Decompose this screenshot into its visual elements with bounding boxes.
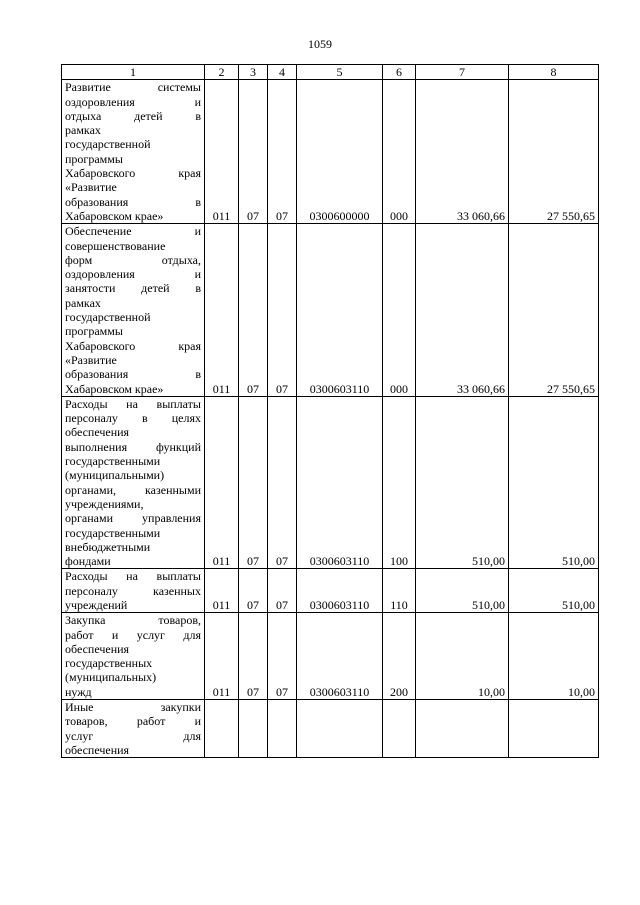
description-line: государственных xyxy=(65,656,153,671)
target-article-cell xyxy=(297,700,383,758)
column-header-1: 1 xyxy=(62,65,205,80)
budget-code-cell: 011 xyxy=(205,613,239,700)
section-cell: 07 xyxy=(239,80,268,224)
description-line: нужд xyxy=(65,684,92,699)
section-cell: 07 xyxy=(239,224,268,397)
target-article-cell: 0300600000 xyxy=(297,80,383,224)
description-line: Хабаровского края xyxy=(65,166,201,181)
description-cell xyxy=(62,613,205,700)
amount-2023-cell: 33 060,66 xyxy=(416,224,509,397)
description-line: образования в xyxy=(65,194,201,209)
description-line: учреждений xyxy=(65,597,128,612)
description-line: фондами xyxy=(65,554,111,569)
description-line: Хабаровском крае» xyxy=(65,208,164,223)
section-cell: 07 xyxy=(239,569,268,613)
description-line: Обеспечение и xyxy=(65,224,201,239)
budget-code-cell: 011 xyxy=(205,569,239,613)
expense-type-cell: 110 xyxy=(383,569,416,613)
amount-2024-cell: 10,00 xyxy=(509,613,599,700)
description-line: обеспечения xyxy=(65,641,130,656)
subsection-cell xyxy=(268,700,297,758)
column-header-3: 3 xyxy=(239,65,268,80)
section-cell: 07 xyxy=(239,613,268,700)
description-line: Закупка товаров, xyxy=(65,613,201,628)
description-line: совершенствование xyxy=(65,238,166,253)
table-body xyxy=(62,65,599,758)
column-header-7: 7 xyxy=(416,65,509,80)
description-line: внебюджетными xyxy=(65,539,151,554)
description-line: обеспечения xyxy=(65,742,130,757)
subsection-cell: 07 xyxy=(268,396,297,569)
description-cell xyxy=(62,224,205,397)
subsection-cell: 07 xyxy=(268,569,297,613)
column-header-4: 4 xyxy=(268,65,297,80)
column-header-6: 6 xyxy=(383,65,416,80)
description-line: программы xyxy=(65,151,123,166)
description-line: рамках xyxy=(65,123,101,138)
description-line: программы xyxy=(65,324,123,339)
expense-type-cell: 200 xyxy=(383,613,416,700)
amount-2023-cell: 510,00 xyxy=(416,396,509,569)
target-article-cell: 0300603110 xyxy=(297,569,383,613)
description-line: отдыха детей в xyxy=(65,108,201,123)
section-cell: 07 xyxy=(239,396,268,569)
description-line: оздоровления и xyxy=(65,267,201,282)
description-line: персоналу казенных xyxy=(65,583,201,598)
amount-2023-cell xyxy=(416,700,509,758)
table-row xyxy=(62,569,599,613)
description-line: Расходы на выплаты xyxy=(65,569,201,584)
amount-2024-cell: 27 550,65 xyxy=(509,80,599,224)
target-article-cell: 0300603110 xyxy=(297,396,383,569)
budget-code-cell: 011 xyxy=(205,80,239,224)
table-row xyxy=(62,700,599,758)
section-cell xyxy=(239,700,268,758)
budget-code-cell: 011 xyxy=(205,396,239,569)
description-cell xyxy=(62,700,205,758)
column-header-5: 5 xyxy=(297,65,383,80)
description-line: рамках xyxy=(65,295,101,310)
expense-type-cell: 000 xyxy=(383,224,416,397)
header-row xyxy=(62,65,599,80)
description-cell xyxy=(62,80,205,224)
description-line: государственной xyxy=(65,137,151,152)
amount-2024-cell: 27 550,65 xyxy=(509,224,599,397)
description-line: Расходы на выплаты xyxy=(65,396,201,411)
column-header-8: 8 xyxy=(509,65,599,80)
description-line: работ и услуг для xyxy=(65,627,201,642)
expense-type-cell xyxy=(383,700,416,758)
description-line: государственными xyxy=(65,454,161,469)
description-line: «Развитие xyxy=(65,352,117,367)
description-line: государственной xyxy=(65,310,151,325)
description-line: органами управления xyxy=(65,511,201,526)
description-line: Иные закупки xyxy=(65,700,201,715)
description-line: выполнения функций xyxy=(65,439,201,454)
description-line: занятости детей в xyxy=(65,281,201,296)
amount-2023-cell: 33 060,66 xyxy=(416,80,509,224)
target-article-cell: 0300603110 xyxy=(297,613,383,700)
description-line: Развитие системы xyxy=(65,80,201,95)
description-line: «Развитие xyxy=(65,180,117,195)
description-line: (муниципальными) xyxy=(65,468,165,483)
description-line: Хабаровского края xyxy=(65,338,201,353)
amount-2023-cell: 10,00 xyxy=(416,613,509,700)
description-line: оздоровления и xyxy=(65,94,201,109)
target-article-cell: 0300603110 xyxy=(297,224,383,397)
description-line: органами, казенными xyxy=(65,482,201,497)
amount-2023-cell: 510,00 xyxy=(416,569,509,613)
amount-2024-cell: 510,00 xyxy=(509,396,599,569)
table-row xyxy=(62,224,599,397)
description-line: государственными xyxy=(65,525,161,540)
description-line: товаров, работ и xyxy=(65,714,201,729)
description-line: персоналу в целях xyxy=(65,411,201,426)
budget-table xyxy=(61,64,599,758)
description-line: учреждениями, xyxy=(65,496,144,511)
page-number: 1059 xyxy=(308,37,332,51)
amount-2024-cell xyxy=(509,700,599,758)
subsection-cell: 07 xyxy=(268,80,297,224)
expense-type-cell: 000 xyxy=(383,80,416,224)
description-line: форм отдыха, xyxy=(65,252,201,267)
subsection-cell: 07 xyxy=(268,224,297,397)
column-header-2: 2 xyxy=(205,65,239,80)
subsection-cell: 07 xyxy=(268,613,297,700)
description-line: услуг для xyxy=(65,728,201,743)
description-line: обеспечения xyxy=(65,425,130,440)
table-row xyxy=(62,396,599,569)
table-row xyxy=(62,80,599,224)
description-cell xyxy=(62,396,205,569)
budget-code-cell xyxy=(205,700,239,758)
description-cell xyxy=(62,569,205,613)
expense-type-cell: 100 xyxy=(383,396,416,569)
table-row xyxy=(62,613,599,700)
amount-2024-cell: 510,00 xyxy=(509,569,599,613)
budget-code-cell: 011 xyxy=(205,224,239,397)
description-line: Хабаровском крае» xyxy=(65,381,164,396)
description-line: образования в xyxy=(65,367,201,382)
description-line: (муниципальных) xyxy=(65,670,157,685)
